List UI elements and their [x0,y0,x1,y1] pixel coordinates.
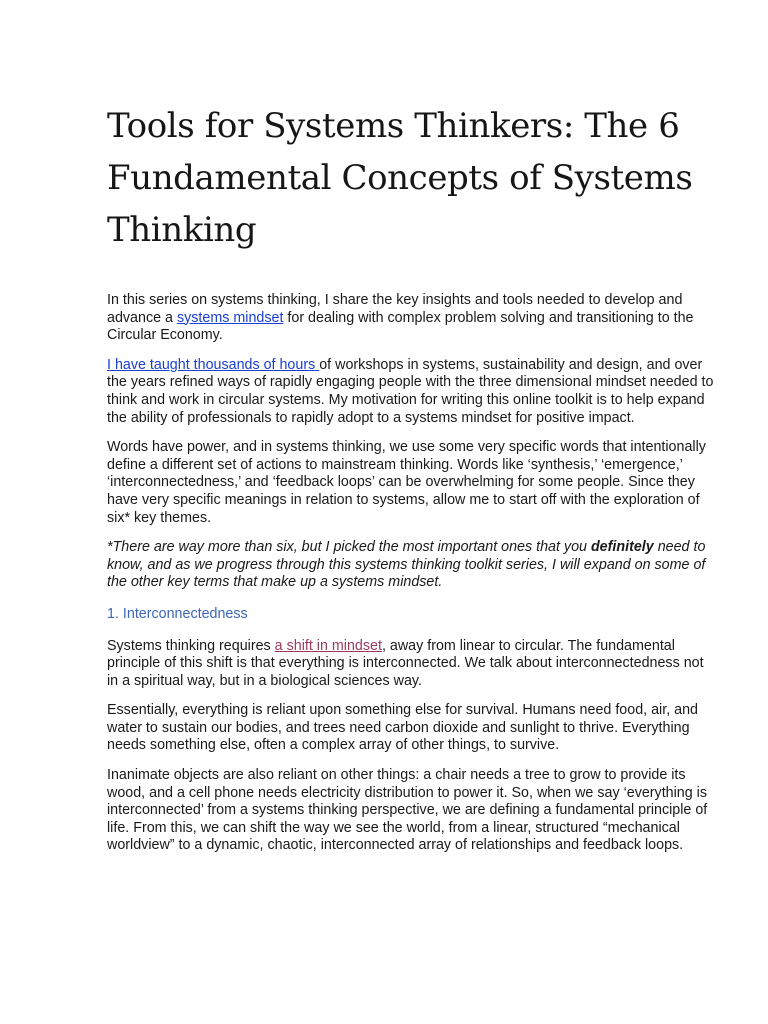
systems-mindset-link[interactable]: systems mindset [176,309,284,326]
article-body [107,292,717,855]
shift-in-mindset-link[interactable]: a shift in mindset [274,637,382,654]
note-text-before: *There are way more than six, but I picked the most important ones that you [107,539,591,556]
shift-text-after: , away from linear to circular. The fundamental principle of this shift is that everything is interconnected. We talk about interconnectedness not in a spiritual way, but in a biological sciences way. [107,637,704,689]
shift-paragraph [107,638,717,691]
taught-hours-link[interactable]: I have taught thousands of hours [107,356,320,373]
section-heading-interconnectedness: 1. Interconnectedness [107,605,248,622]
six-themes-note [107,539,717,592]
reliance-paragraph: Essentially, everything is reliant upon something else for survival. Humans need food, air, and water to sustain our bodies, and trees need carbon dioxide and sunlight to thrive. Everything needs something else, often a complex array of other things, to survive. [107,702,698,754]
note-text-after: need to know, and as we progress through this systems thinking toolkit series, I will expand on some of the other key terms that make up a systems mindset. [107,539,706,591]
words-paragraph: Words have power, and in systems thinking, we use some very specific words that intentionally define a different set of actions to mainstream thinking. Words like ‘synthesis,’ ‘emergence,’ ‘interconnectedness,’ and ‘feedback loops’ can be overwhelming for some people. Since they have very specific meanings in relation to systems, allow me to start off with the exploration of six* key themes. [107,439,706,526]
intro-text-after: for dealing with complex problem solving and transitioning to the Circular Economy. [107,309,694,344]
workshops-text: of workshops in systems, sustainability and design, and over the years refined ways of rapidly engaging people with the three dimensional mindset needed to think and work in circular systems. My motivation for writing this online toolkit is to help expand the ability of professionals to rapidly adopt to a systems mindset for positive impact. [107,356,714,426]
document-page [107,100,717,867]
page-title: Tools for Systems Thinkers: The 6 Fundamental Concepts of Systems Thinking [107,106,693,250]
workshops-paragraph [107,357,717,427]
shift-text-before: Systems thinking requires [107,637,275,654]
inanimate-paragraph: Inanimate objects are also reliant on other things: a chair needs a tree to grow to provide its wood, and a cell phone needs electricity distribution to power it. So, when we say ‘everything is interconnected’ from a systems thinking perspective, we are defining a fundamental principle of life. From this, we can shift the way we see the world, from a linear, structured “mechanical worldview” to a dynamic, chaotic, interconnected array of relationships and feedback loops. [107,767,708,854]
intro-paragraph [107,292,717,345]
intro-text-before: In this series on systems thinking, I share the key insights and tools needed to develop and advance a [107,292,683,326]
note-bold-word: definitely [590,539,654,556]
